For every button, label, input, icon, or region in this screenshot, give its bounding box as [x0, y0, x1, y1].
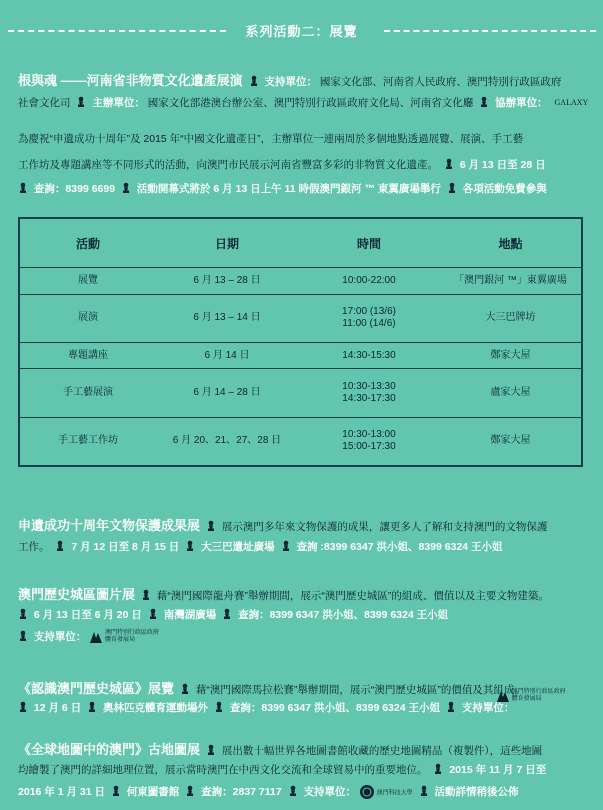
col-header-venue: 地點 — [440, 218, 582, 268]
section3-info-line — [18, 607, 448, 622]
support-value-cont: 社會文化司 — [18, 97, 71, 109]
section4-title: 《認識澳門歷史城區》展覽 — [18, 681, 175, 696]
cell-date: 6 月 14 日 — [156, 342, 298, 369]
bullet-icon — [18, 182, 28, 194]
section3-venue: 南灣湖廣場 — [163, 609, 217, 621]
table-row — [19, 417, 582, 466]
section2-inquiry: 查詢 :8399 6347 洪小姐、8399 6324 王小姐 — [296, 541, 503, 553]
section1-desc2-line — [18, 157, 546, 172]
section4-inquiry: 查詢：8399 6347 洪小姐、8399 6324 王小姐 — [229, 702, 440, 714]
section2-desc2: 工作。 — [18, 541, 50, 553]
bullet-icon — [447, 182, 457, 194]
bullet-icon — [288, 785, 298, 797]
cell-date: 6 月 13 – 28 日 — [156, 268, 298, 295]
table-row — [19, 268, 582, 295]
bullet-icon — [148, 608, 158, 620]
bullet-icon — [479, 96, 489, 108]
table-header-row — [19, 218, 582, 268]
table-row — [19, 342, 582, 369]
cell-date: 6 月 20、21、27、28 日 — [156, 417, 298, 466]
section4-venue: 奧林匹克體育運動場外 — [103, 702, 209, 714]
must-logo — [359, 784, 413, 800]
header-dash-right — [384, 30, 596, 32]
sports-logo-text2: 體育發展局 — [105, 637, 136, 644]
bullet-icon — [87, 701, 97, 713]
bullet-icon — [222, 608, 232, 620]
bullet-icon — [185, 785, 195, 797]
opening-text: 活動開幕式將於 6 月 13 日上午 11 時假澳門銀河 ™ 東翼廣場舉行 — [136, 183, 441, 195]
section5-title-line — [18, 739, 542, 758]
section2-title: 申遺成功十周年文物保護成果展 — [18, 518, 201, 533]
must-logo-seal — [359, 784, 375, 800]
section4-desc: 藉“澳門國際馬拉松賽”舉辦期間，展示“澳門歷史城區”的價值及其組成。 — [195, 684, 525, 696]
sports-logo-text1: 澳門特別行政區政府 — [511, 689, 566, 695]
section4-date: 12 月 6 日 — [33, 702, 82, 714]
table-row — [19, 369, 582, 417]
section3-desc: 藉“澳門國際龍舟賽”舉辦期間，展示“澳門歷史城區”的組成、價值以及主要文物建築。 — [156, 590, 549, 602]
section1-title: 根與魂 ——河南省非物質文化遺產展演 — [18, 73, 243, 88]
section5-venue: 何東圖書館 — [126, 786, 180, 798]
section3-title: 澳門歷史城區圖片展 — [18, 587, 136, 602]
page-title: 系列活動二：展覽 — [245, 24, 358, 39]
section1-date: 6 月 13 日至 28 日 — [459, 159, 546, 171]
cell-activity: 專題講座 — [19, 342, 156, 369]
bullet-icon — [446, 701, 456, 713]
support-value: 國家文化部、河南省人民政府、澳門特別行政區政府 — [319, 76, 562, 88]
section1-desc2a: 工作坊及專題講座等不同形式的活動，向澳門市民展示河南省豐富多彩的非物質文化遺產。 — [18, 159, 438, 171]
section4-title-line — [18, 678, 525, 697]
col-header-activity: 活動 — [19, 218, 156, 268]
section2-desc1: 展示澳門多年來文物保護的成果，讓更多人了解和支持澳門的文物保護 — [221, 521, 548, 533]
cell-date: 6 月 13 – 14 日 — [156, 294, 298, 342]
sports-bureau-logo-2 — [496, 689, 566, 703]
section5-desc2-line — [18, 762, 546, 777]
organizer-label: 主辦單位： — [92, 97, 145, 109]
section5-support-label: 支持單位： — [303, 786, 357, 798]
cell-time: 14:30-15:30 — [298, 342, 440, 369]
cell-venue: 鄭家大屋 — [440, 342, 582, 369]
section5-title: 《全球地圖中的澳門》古地圖展 — [18, 742, 201, 757]
bullet-icon — [433, 763, 443, 775]
cell-date: 6 月 14 – 28 日 — [156, 369, 298, 417]
cell-venue: 大三巴牌坊 — [440, 294, 582, 342]
galaxy-logo-text: GALAXY — [554, 98, 589, 108]
cell-time: 17:00 (13/6) 11:00 (14/6) — [298, 294, 440, 342]
section5-desc2: 均繪製了澳門的詳細地理位置，展示當時澳門在中西文化交流和全球貿易中的重要地位。 — [18, 764, 428, 776]
section3-support-line — [18, 629, 159, 644]
bullet-icon — [18, 701, 28, 713]
cell-time: 10:30-13:30 14:30-17:30 — [298, 369, 440, 417]
section5-details: 活動詳情稍後公佈 — [434, 786, 519, 798]
bullet-icon — [206, 520, 216, 532]
bullet-icon — [111, 785, 121, 797]
section1-desc1: 為慶祝“申遺成功十周年”及 2015 年“中國文化遺產日”，主辦單位一連兩周於多個地點透過展覽、展演、手工藝 — [18, 133, 524, 145]
sports-logo-text2: 體育發展局 — [511, 696, 542, 702]
organizer-value: 國家文化部港澳台辦公室、澳門特別行政區政府文化局、河南省文化廳 — [147, 97, 474, 109]
bullet-icon — [206, 744, 216, 756]
bullet-icon — [444, 158, 454, 170]
bullet-icon — [141, 589, 151, 601]
col-header-date: 日期 — [156, 218, 298, 268]
table-row — [19, 294, 582, 342]
bullet-icon — [18, 608, 28, 620]
bullet-icon — [180, 683, 190, 695]
galaxy-logo — [555, 99, 589, 107]
section2-info-line — [18, 539, 503, 554]
must-logo-text: 澳門科技大學 — [376, 790, 413, 797]
section2-venue: 大三巴遺址廣場 — [201, 541, 275, 553]
section3-title-line — [18, 584, 549, 603]
bullet-icon — [121, 182, 131, 194]
cell-venue: 「澳門銀河 ™」東翼廣場 — [440, 268, 582, 295]
section3-support-label: 支持單位： — [33, 631, 87, 643]
bullet-icon — [18, 630, 28, 642]
cell-venue: 盧家大屋 — [440, 369, 582, 417]
cell-activity: 手工藝展演 — [19, 369, 156, 417]
support-label: 支持單位： — [264, 76, 317, 88]
co-organizer-label: 協辦單位： — [495, 97, 548, 109]
section5-info-line — [18, 784, 519, 800]
section4-info-line — [18, 700, 514, 715]
section3-inquiry: 查詢：8399 6347 洪小姐、8399 6324 王小姐 — [238, 609, 449, 621]
section1-organizer-line — [18, 95, 588, 110]
inquiry-label: 查詢： — [33, 183, 66, 195]
section2-title-line — [18, 515, 547, 534]
section4-support-label: 支持單位： — [461, 702, 515, 714]
section5-date-end: 2016 年 1 月 31 日 — [18, 786, 105, 798]
section1-inquiry-line — [18, 181, 547, 196]
sports-bureau-logo-mark — [496, 689, 510, 703]
cell-activity: 展演 — [19, 294, 156, 342]
sports-logo-text1: 澳門特別行政區政府 — [105, 630, 160, 637]
section3-date: 6 月 13 日至 6 月 20 日 — [33, 609, 142, 621]
cell-time: 10:30-13:00 15:00-17:30 — [298, 417, 440, 466]
section5-inquiry: 查詢：2837 7117 — [201, 786, 282, 798]
sports-bureau-logo — [89, 630, 159, 644]
cell-activity: 手工藝工作坊 — [19, 417, 156, 466]
bullet-icon — [185, 540, 195, 552]
cell-venue: 鄭家大屋 — [440, 417, 582, 466]
sports-bureau-logo-mark — [89, 630, 103, 644]
section5-desc1: 展出數十幅世界各地圖書館收藏的歷史地圖精品（複製件），這些地圖 — [221, 745, 543, 757]
bullet-icon — [214, 701, 224, 713]
free-text: 各項活動免費參與 — [462, 183, 547, 195]
bullet-icon — [249, 75, 259, 87]
section2-date: 7 月 12 日至 8 月 15 日 — [71, 541, 180, 553]
bullet-icon — [281, 540, 291, 552]
col-header-time: 時間 — [298, 218, 440, 268]
cell-time: 10:00-22:00 — [298, 268, 440, 295]
bullet-icon — [419, 785, 429, 797]
bullet-icon — [55, 540, 65, 552]
bullet-icon — [76, 96, 86, 108]
section1-title-line — [18, 70, 561, 89]
inquiry-value: 8399 6699 — [65, 183, 116, 195]
schedule-table — [18, 217, 583, 467]
section5-date-start: 2015 年 11 月 7 日至 — [449, 764, 547, 776]
cell-activity: 展覽 — [19, 268, 156, 295]
